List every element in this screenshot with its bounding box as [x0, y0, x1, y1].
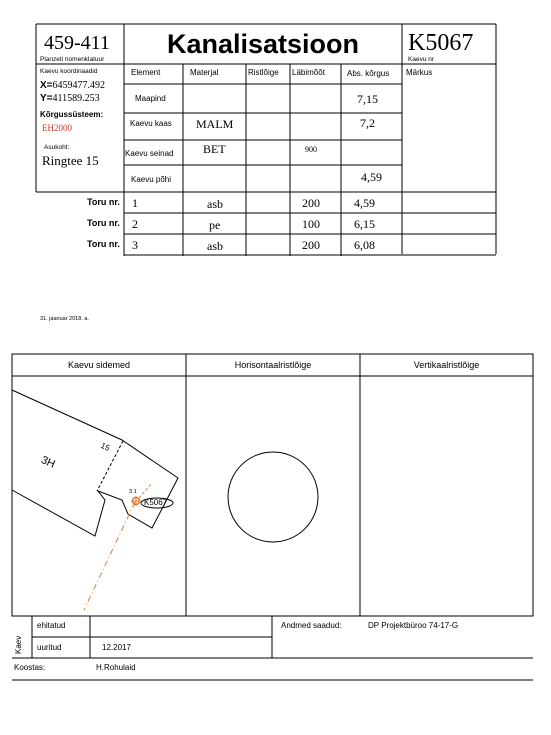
building-outline: [12, 390, 178, 536]
well-label: K5067: [144, 498, 168, 507]
height-system-value: EH2000: [42, 123, 72, 133]
vertical-section-title: Vertikaalristlõige: [413, 360, 480, 370]
side-label: Kaev: [14, 635, 23, 654]
coord-x-value: 6459477.492: [52, 80, 106, 91]
location-value: Ringtee 15: [42, 153, 99, 168]
source-value: DP Projektbüroo 74-17-G: [368, 621, 459, 630]
pipe-material: asb: [207, 197, 223, 211]
pipe-number: 1: [132, 196, 138, 210]
pipe-number: 3: [132, 238, 138, 252]
branch-pipe-line: [139, 483, 152, 498]
well-number-label: Kaevu nr: [408, 56, 435, 63]
col-header-notes: Märkus: [406, 68, 433, 77]
building-label: 3H: [39, 454, 57, 471]
pipe-number: 2: [132, 217, 138, 231]
document-date: 31. jaanuar 2018. a.: [40, 316, 89, 322]
pipe-diameter: 200: [302, 196, 320, 210]
sewer-pipe-line: [84, 502, 135, 610]
pipe-numbers-label: 3 1: [129, 489, 137, 495]
col-header-abs-height: Abs. kõrgus: [347, 69, 390, 78]
pipe-abs-height: 4,59: [354, 196, 375, 210]
pipe-diameter: 100: [302, 217, 320, 231]
author-value: H.Rohulaid: [96, 663, 136, 672]
height-system-label: Kõrgussüsteem:: [40, 110, 104, 119]
well-number: K5067: [408, 30, 474, 56]
row-abs-height: 4,59: [361, 170, 382, 184]
author-label: Koostas:: [14, 663, 46, 672]
connections-title: Kaevu sidemed: [67, 360, 131, 370]
coord-y-label: Y=: [40, 93, 53, 104]
row-element: Maapind: [135, 94, 166, 103]
col-header-diameter: Läbimõõt: [292, 68, 325, 77]
row-abs-height: 7,2: [360, 116, 375, 130]
pipe-label: Toru nr.: [87, 197, 120, 207]
col-header-element: Element: [131, 68, 161, 77]
source-label: Andmed saadud:: [281, 621, 342, 630]
pipe-material: asb: [207, 239, 223, 253]
well-cross-section-circle: [228, 452, 318, 542]
coords-label: Kaevu koordinaadid: [40, 68, 98, 75]
col-header-slope: Ristlõige: [248, 68, 279, 77]
pipe-abs-height: 6,08: [354, 238, 375, 252]
house-number-label: 15: [99, 441, 112, 453]
pipe-label: Toru nr.: [87, 218, 120, 228]
pipe-abs-height: 6,15: [354, 217, 375, 231]
inspected-label: uuritud: [37, 643, 62, 652]
nomenclature-number: 459-411: [44, 32, 110, 54]
row-material: BET: [203, 142, 226, 156]
coord-x-label: X=: [40, 80, 53, 91]
coord-y-value: 411589.253: [52, 93, 100, 104]
location-label: Asukoht:: [44, 144, 70, 151]
horizontal-section-title: Horisontaalristlõige: [234, 360, 312, 370]
nomenclature-label: Planzeti nomenklatuur: [40, 56, 105, 63]
row-element: Kaevu kaas: [130, 119, 172, 128]
pipe-diameter: 200: [302, 238, 320, 252]
row-element: Kaevu seinad: [125, 149, 174, 158]
page-title: Kanalisatsioon: [166, 28, 360, 59]
inspected-value: 12.2017: [102, 643, 131, 652]
row-diameter: 900: [305, 145, 317, 154]
pipe-material: pe: [209, 218, 221, 232]
row-element: Kaevu põhi: [131, 175, 172, 184]
row-material: MALM: [196, 117, 234, 131]
col-header-material: Materjal: [190, 68, 219, 77]
row-abs-height: 7,15: [357, 92, 378, 106]
built-label: ehitatud: [37, 621, 66, 630]
pipe-label: Toru nr.: [87, 239, 120, 249]
